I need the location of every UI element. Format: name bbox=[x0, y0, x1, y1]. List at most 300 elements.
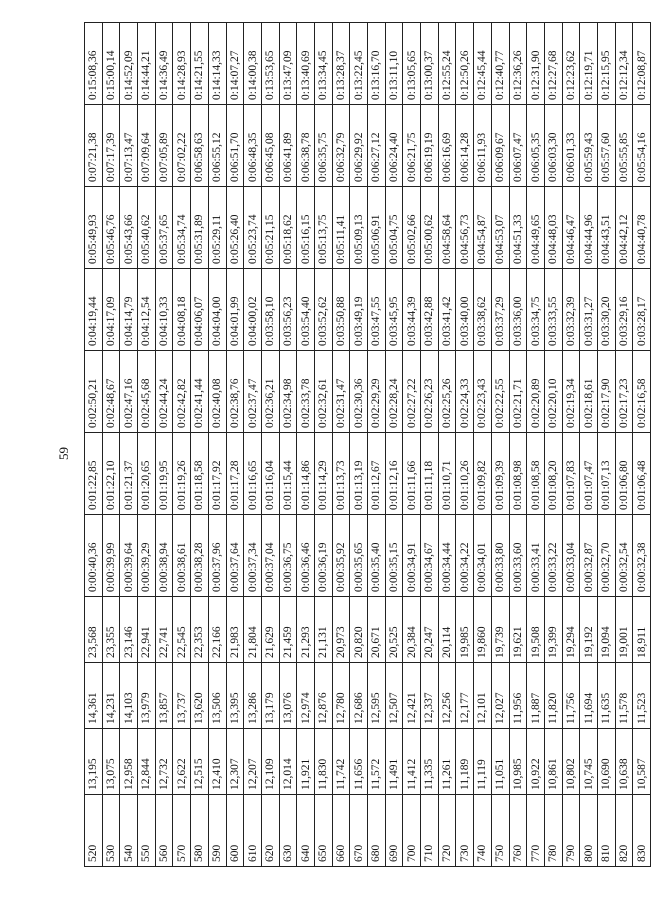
table-cell: 10,922 bbox=[527, 729, 545, 795]
table-row bbox=[438, 23, 456, 867]
table-cell: 10,638 bbox=[615, 729, 633, 795]
table-cell: 0:03:34,75 bbox=[527, 269, 545, 351]
row-key-cell: 730 bbox=[456, 795, 474, 867]
table-cell: 0:06:14,28 bbox=[456, 105, 474, 187]
table-cell: 0:06:24,40 bbox=[385, 105, 403, 187]
table-cell: 12,177 bbox=[456, 663, 474, 729]
table-cell: 20,973 bbox=[332, 597, 350, 663]
table-cell: 0:00:35,15 bbox=[385, 515, 403, 597]
table-cell: 0:14:00,38 bbox=[244, 23, 262, 105]
table-row bbox=[173, 23, 191, 867]
table-cell: 22,941 bbox=[138, 597, 156, 663]
table-cell: 0:02:48,67 bbox=[102, 351, 120, 433]
table-row bbox=[544, 23, 562, 867]
table-cell: 19,192 bbox=[580, 597, 598, 663]
table-cell: 0:04:40,78 bbox=[633, 187, 651, 269]
row-key-cell: 680 bbox=[368, 795, 386, 867]
data-table bbox=[84, 22, 651, 867]
table-cell: 19,985 bbox=[456, 597, 474, 663]
table-cell: 0:06:19,19 bbox=[421, 105, 439, 187]
table-cell: 13,620 bbox=[191, 663, 209, 729]
table-cell: 0:07:13,47 bbox=[120, 105, 138, 187]
table-cell: 0:13:00,37 bbox=[421, 23, 439, 105]
table-body bbox=[85, 23, 651, 867]
table-row bbox=[138, 23, 156, 867]
table-cell: 10,745 bbox=[580, 729, 598, 795]
table-cell: 0:00:32,87 bbox=[580, 515, 598, 597]
row-key-cell: 800 bbox=[580, 795, 598, 867]
table-cell: 0:02:40,08 bbox=[208, 351, 226, 433]
table-cell: 0:01:09,39 bbox=[491, 433, 509, 515]
table-cell: 11,189 bbox=[456, 729, 474, 795]
table-cell: 0:01:08,20 bbox=[544, 433, 562, 515]
table-cell: 0:06:55,12 bbox=[208, 105, 226, 187]
table-cell: 0:01:07,13 bbox=[597, 433, 615, 515]
table-cell: 22,166 bbox=[208, 597, 226, 663]
table-cell: 0:12:19,71 bbox=[580, 23, 598, 105]
table-cell: 0:06:03,30 bbox=[544, 105, 562, 187]
table-cell: 12,622 bbox=[173, 729, 191, 795]
table-row bbox=[597, 23, 615, 867]
table-cell: 0:05:34,74 bbox=[173, 187, 191, 269]
table-cell: 0:01:16,65 bbox=[244, 433, 262, 515]
table-cell: 22,545 bbox=[173, 597, 191, 663]
table-cell: 0:12:08,87 bbox=[633, 23, 651, 105]
row-key-cell: 690 bbox=[385, 795, 403, 867]
table-cell: 0:00:37,96 bbox=[208, 515, 226, 597]
table-cell: 0:12:55,24 bbox=[438, 23, 456, 105]
table-cell: 11,412 bbox=[403, 729, 421, 795]
table-cell: 0:01:14,29 bbox=[314, 433, 332, 515]
table-cell: 0:07:21,38 bbox=[85, 105, 103, 187]
table-cell: 19,001 bbox=[615, 597, 633, 663]
table-cell: 12,307 bbox=[226, 729, 244, 795]
table-cell: 21,459 bbox=[279, 597, 297, 663]
table-cell: 0:12:31,90 bbox=[527, 23, 545, 105]
table-cell: 0:05:29,11 bbox=[208, 187, 226, 269]
table-cell: 11,921 bbox=[297, 729, 315, 795]
table-cell: 12,109 bbox=[261, 729, 279, 795]
table-cell: 0:01:13,73 bbox=[332, 433, 350, 515]
table-cell: 0:00:35,40 bbox=[368, 515, 386, 597]
table-row bbox=[314, 23, 332, 867]
table-cell: 0:00:32,38 bbox=[633, 515, 651, 597]
table-cell: 10,861 bbox=[544, 729, 562, 795]
table-cell: 23,355 bbox=[102, 597, 120, 663]
row-key-cell: 520 bbox=[85, 795, 103, 867]
table-cell: 0:02:29,29 bbox=[368, 351, 386, 433]
row-key-cell: 620 bbox=[261, 795, 279, 867]
row-key-cell: 710 bbox=[421, 795, 439, 867]
table-cell: 0:02:26,23 bbox=[421, 351, 439, 433]
table-cell: 0:13:22,45 bbox=[350, 23, 368, 105]
table-cell: 0:04:17,09 bbox=[102, 269, 120, 351]
row-key-cell: 610 bbox=[244, 795, 262, 867]
table-cell: 0:04:19,44 bbox=[85, 269, 103, 351]
table-cell: 0:02:21,71 bbox=[509, 351, 527, 433]
row-key-cell: 550 bbox=[138, 795, 156, 867]
table-row bbox=[509, 23, 527, 867]
table-cell: 0:14:44,21 bbox=[138, 23, 156, 105]
table-cell: 0:05:59,43 bbox=[580, 105, 598, 187]
table-cell: 0:06:27,12 bbox=[368, 105, 386, 187]
table-cell: 0:02:16,58 bbox=[633, 351, 651, 433]
table-row bbox=[368, 23, 386, 867]
table-cell: 0:01:10,71 bbox=[438, 433, 456, 515]
table-cell: 20,525 bbox=[385, 597, 403, 663]
table-row bbox=[208, 23, 226, 867]
table-row bbox=[155, 23, 173, 867]
table-cell: 0:01:19,26 bbox=[173, 433, 191, 515]
table-cell: 0:01:17,28 bbox=[226, 433, 244, 515]
table-cell: 0:05:57,60 bbox=[597, 105, 615, 187]
table-cell: 19,860 bbox=[474, 597, 492, 663]
table-cell: 0:00:35,92 bbox=[332, 515, 350, 597]
table-cell: 0:04:00,02 bbox=[244, 269, 262, 351]
table-cell: 0:03:42,88 bbox=[421, 269, 439, 351]
table-cell: 0:01:19,95 bbox=[155, 433, 173, 515]
row-key-cell: 570 bbox=[173, 795, 191, 867]
table-row bbox=[85, 23, 103, 867]
table-cell: 0:03:45,95 bbox=[385, 269, 403, 351]
table-cell: 0:04:43,51 bbox=[597, 187, 615, 269]
table-cell: 0:00:35,65 bbox=[350, 515, 368, 597]
table-cell: 0:06:35,75 bbox=[314, 105, 332, 187]
table-cell: 22,741 bbox=[155, 597, 173, 663]
table-cell: 0:02:36,21 bbox=[261, 351, 279, 433]
table-cell: 0:01:06,80 bbox=[615, 433, 633, 515]
table-cell: 0:06:58,63 bbox=[191, 105, 209, 187]
table-cell: 12,101 bbox=[474, 663, 492, 729]
table-cell: 0:00:37,04 bbox=[261, 515, 279, 597]
table-cell: 11,820 bbox=[544, 663, 562, 729]
table-cell: 22,353 bbox=[191, 597, 209, 663]
row-key-cell: 670 bbox=[350, 795, 368, 867]
table-cell: 12,256 bbox=[438, 663, 456, 729]
table-cell: 0:00:36,75 bbox=[279, 515, 297, 597]
table-cell: 0:01:07,47 bbox=[580, 433, 598, 515]
table-cell: 0:03:56,23 bbox=[279, 269, 297, 351]
table-cell: 0:00:33,60 bbox=[509, 515, 527, 597]
table-cell: 0:05:43,66 bbox=[120, 187, 138, 269]
table-cell: 11,335 bbox=[421, 729, 439, 795]
table-cell: 13,076 bbox=[279, 663, 297, 729]
table-cell: 0:06:16,69 bbox=[438, 105, 456, 187]
row-key-cell: 580 bbox=[191, 795, 209, 867]
table-cell: 20,820 bbox=[350, 597, 368, 663]
table-cell: 0:01:17,92 bbox=[208, 433, 226, 515]
table-cell: 12,207 bbox=[244, 729, 262, 795]
table-row bbox=[385, 23, 403, 867]
table-cell: 14,361 bbox=[85, 663, 103, 729]
table-cell: 13,286 bbox=[244, 663, 262, 729]
table-cell: 0:12:15,95 bbox=[597, 23, 615, 105]
table-cell: 0:14:28,93 bbox=[173, 23, 191, 105]
table-cell: 0:01:21,37 bbox=[120, 433, 138, 515]
table-cell: 0:02:22,55 bbox=[491, 351, 509, 433]
table-cell: 0:01:22,10 bbox=[102, 433, 120, 515]
table-cell: 0:03:28,17 bbox=[633, 269, 651, 351]
row-key-cell: 540 bbox=[120, 795, 138, 867]
table-cell: 0:14:21,55 bbox=[191, 23, 209, 105]
table-cell: 0:05:46,76 bbox=[102, 187, 120, 269]
table-cell: 0:03:38,62 bbox=[474, 269, 492, 351]
table-cell: 0:02:30,36 bbox=[350, 351, 368, 433]
row-key-cell: 780 bbox=[544, 795, 562, 867]
table-cell: 12,732 bbox=[155, 729, 173, 795]
table-cell: 0:03:50,88 bbox=[332, 269, 350, 351]
table-cell: 12,780 bbox=[332, 663, 350, 729]
table-cell: 0:02:37,47 bbox=[244, 351, 262, 433]
table-cell: 0:02:38,76 bbox=[226, 351, 244, 433]
table-cell: 21,293 bbox=[297, 597, 315, 663]
row-key-cell: 590 bbox=[208, 795, 226, 867]
table-cell: 11,656 bbox=[350, 729, 368, 795]
page-number: 59 bbox=[56, 447, 71, 460]
table-cell: 0:01:14,86 bbox=[297, 433, 315, 515]
table-cell: 14,231 bbox=[102, 663, 120, 729]
table-cell: 0:03:30,20 bbox=[597, 269, 615, 351]
table-cell: 0:00:33,80 bbox=[491, 515, 509, 597]
table-cell: 10,802 bbox=[562, 729, 580, 795]
table-cell: 0:04:42,12 bbox=[615, 187, 633, 269]
table-cell: 0:00:34,67 bbox=[421, 515, 439, 597]
table-cell: 0:00:37,64 bbox=[226, 515, 244, 597]
table-cell: 0:05:21,15 bbox=[261, 187, 279, 269]
table-cell: 12,595 bbox=[368, 663, 386, 729]
table-cell: 0:04:06,07 bbox=[191, 269, 209, 351]
table-cell: 10,985 bbox=[509, 729, 527, 795]
table-cell: 0:12:45,44 bbox=[474, 23, 492, 105]
table-cell: 0:01:13,19 bbox=[350, 433, 368, 515]
table-row bbox=[474, 23, 492, 867]
table-cell: 19,621 bbox=[509, 597, 527, 663]
table-cell: 13,857 bbox=[155, 663, 173, 729]
table-cell: 12,958 bbox=[120, 729, 138, 795]
table-cell: 0:06:21,75 bbox=[403, 105, 421, 187]
table-cell: 0:01:07,83 bbox=[562, 433, 580, 515]
table-cell: 20,671 bbox=[368, 597, 386, 663]
table-cell: 0:02:28,24 bbox=[385, 351, 403, 433]
table-row bbox=[102, 23, 120, 867]
table-cell: 0:13:28,37 bbox=[332, 23, 350, 105]
table-cell: 0:00:36,19 bbox=[314, 515, 332, 597]
table-cell: 0:05:23,74 bbox=[244, 187, 262, 269]
table-cell: 0:05:02,66 bbox=[403, 187, 421, 269]
table-cell: 11,578 bbox=[615, 663, 633, 729]
table-cell: 0:01:18,58 bbox=[191, 433, 209, 515]
table-cell: 11,694 bbox=[580, 663, 598, 729]
table-cell: 23,146 bbox=[120, 597, 138, 663]
row-key-cell: 790 bbox=[562, 795, 580, 867]
table-cell: 11,051 bbox=[491, 729, 509, 795]
table-cell: 0:04:12,54 bbox=[138, 269, 156, 351]
table-cell: 0:02:19,34 bbox=[562, 351, 580, 433]
table-cell: 0:06:32,79 bbox=[332, 105, 350, 187]
table-cell: 0:05:26,40 bbox=[226, 187, 244, 269]
table-cell: 0:00:34,01 bbox=[474, 515, 492, 597]
table-cell: 0:02:47,16 bbox=[120, 351, 138, 433]
table-row bbox=[261, 23, 279, 867]
table-cell: 0:06:45,08 bbox=[261, 105, 279, 187]
table-cell: 0:14:07,27 bbox=[226, 23, 244, 105]
table-cell: 13,979 bbox=[138, 663, 156, 729]
table-cell: 0:00:40,36 bbox=[85, 515, 103, 597]
table-cell: 0:06:05,35 bbox=[527, 105, 545, 187]
table-cell: 13,195 bbox=[85, 729, 103, 795]
table-cell: 0:02:31,47 bbox=[332, 351, 350, 433]
table-row bbox=[403, 23, 421, 867]
table-cell: 0:00:33,04 bbox=[562, 515, 580, 597]
table-cell: 0:01:11,18 bbox=[421, 433, 439, 515]
table-cell: 13,395 bbox=[226, 663, 244, 729]
table-cell: 0:02:24,33 bbox=[456, 351, 474, 433]
table-cell: 0:05:31,89 bbox=[191, 187, 209, 269]
table-cell: 0:00:32,54 bbox=[615, 515, 633, 597]
table-cell: 11,756 bbox=[562, 663, 580, 729]
table-cell: 0:06:09,67 bbox=[491, 105, 509, 187]
table-cell: 0:12:23,62 bbox=[562, 23, 580, 105]
row-key-cell: 760 bbox=[509, 795, 527, 867]
table-cell: 0:03:40,00 bbox=[456, 269, 474, 351]
table-cell: 13,075 bbox=[102, 729, 120, 795]
table-cell: 19,294 bbox=[562, 597, 580, 663]
table-row bbox=[120, 23, 138, 867]
table-cell: 0:05:16,15 bbox=[297, 187, 315, 269]
row-key-cell: 530 bbox=[102, 795, 120, 867]
table-cell: 0:01:12,67 bbox=[368, 433, 386, 515]
table-cell: 12,410 bbox=[208, 729, 226, 795]
table-cell: 0:04:49,65 bbox=[527, 187, 545, 269]
table-cell: 13,506 bbox=[208, 663, 226, 729]
table-cell: 12,337 bbox=[421, 663, 439, 729]
table-cell: 0:02:23,43 bbox=[474, 351, 492, 433]
table-cell: 0:04:04,00 bbox=[208, 269, 226, 351]
table-row bbox=[562, 23, 580, 867]
table-row bbox=[633, 23, 651, 867]
table-cell: 0:06:51,70 bbox=[226, 105, 244, 187]
table-cell: 12,014 bbox=[279, 729, 297, 795]
table-cell: 0:02:18,61 bbox=[580, 351, 598, 433]
table-cell: 0:02:25,26 bbox=[438, 351, 456, 433]
table-cell: 0:03:37,29 bbox=[491, 269, 509, 351]
table-cell: 0:00:39,64 bbox=[120, 515, 138, 597]
row-key-cell: 830 bbox=[633, 795, 651, 867]
table-cell: 0:04:44,96 bbox=[580, 187, 598, 269]
table-cell: 0:06:48,35 bbox=[244, 105, 262, 187]
table-cell: 0:03:49,19 bbox=[350, 269, 368, 351]
table-cell: 0:01:06,48 bbox=[633, 433, 651, 515]
table-cell: 0:02:34,98 bbox=[279, 351, 297, 433]
row-key-cell: 820 bbox=[615, 795, 633, 867]
table-cell: 0:12:50,26 bbox=[456, 23, 474, 105]
table-cell: 0:04:53,07 bbox=[491, 187, 509, 269]
table-cell: 0:01:09,82 bbox=[474, 433, 492, 515]
table-cell: 0:12:36,26 bbox=[509, 23, 527, 105]
table-cell: 0:00:37,34 bbox=[244, 515, 262, 597]
row-key-cell: 770 bbox=[527, 795, 545, 867]
table-cell: 0:06:41,89 bbox=[279, 105, 297, 187]
table-cell: 0:00:34,22 bbox=[456, 515, 474, 597]
row-key-cell: 630 bbox=[279, 795, 297, 867]
table-cell: 10,690 bbox=[597, 729, 615, 795]
table-cell: 0:02:27,22 bbox=[403, 351, 421, 433]
row-key-cell: 600 bbox=[226, 795, 244, 867]
table-cell: 0:07:17,39 bbox=[102, 105, 120, 187]
table-cell: 0:00:33,41 bbox=[527, 515, 545, 597]
row-key-cell: 810 bbox=[597, 795, 615, 867]
row-key-cell: 750 bbox=[491, 795, 509, 867]
table-cell: 11,523 bbox=[633, 663, 651, 729]
table-cell: 12,844 bbox=[138, 729, 156, 795]
table-cell: 0:03:41,42 bbox=[438, 269, 456, 351]
table-cell: 13,737 bbox=[173, 663, 191, 729]
table-cell: 11,635 bbox=[597, 663, 615, 729]
table-cell: 0:05:54,16 bbox=[633, 105, 651, 187]
table-cell: 0:06:01,33 bbox=[562, 105, 580, 187]
table-cell: 0:12:12,34 bbox=[615, 23, 633, 105]
row-key-cell: 700 bbox=[403, 795, 421, 867]
table-cell: 20,247 bbox=[421, 597, 439, 663]
table-cell: 0:13:34,45 bbox=[314, 23, 332, 105]
table-cell: 20,384 bbox=[403, 597, 421, 663]
table-cell: 0:14:14,33 bbox=[208, 23, 226, 105]
table-cell: 0:03:44,39 bbox=[403, 269, 421, 351]
table-cell: 0:06:11,93 bbox=[474, 105, 492, 187]
table-cell: 0:02:17,90 bbox=[597, 351, 615, 433]
table-cell: 0:01:12,16 bbox=[385, 433, 403, 515]
table-cell: 12,515 bbox=[191, 729, 209, 795]
table-cell: 0:13:16,70 bbox=[368, 23, 386, 105]
table-row bbox=[297, 23, 315, 867]
table-cell: 0:00:39,29 bbox=[138, 515, 156, 597]
table-cell: 0:00:34,44 bbox=[438, 515, 456, 597]
table-cell: 0:03:58,10 bbox=[261, 269, 279, 351]
table-cell: 0:02:42,82 bbox=[173, 351, 191, 433]
table-cell: 0:15:08,36 bbox=[85, 23, 103, 105]
table-cell: 21,131 bbox=[314, 597, 332, 663]
table-cell: 12,876 bbox=[314, 663, 332, 729]
table-cell: 10,587 bbox=[633, 729, 651, 795]
table-cell: 0:03:32,39 bbox=[562, 269, 580, 351]
table-row bbox=[491, 23, 509, 867]
table-cell: 0:05:13,75 bbox=[314, 187, 332, 269]
table-cell: 0:02:17,23 bbox=[615, 351, 633, 433]
table-cell: 0:00:38,28 bbox=[191, 515, 209, 597]
table-cell: 0:00:32,70 bbox=[597, 515, 615, 597]
table-cell: 0:05:18,62 bbox=[279, 187, 297, 269]
table-cell: 0:13:40,69 bbox=[297, 23, 315, 105]
table-cell: 0:13:47,09 bbox=[279, 23, 297, 105]
table-cell: 0:05:37,65 bbox=[155, 187, 173, 269]
table-cell: 0:01:20,65 bbox=[138, 433, 156, 515]
table-cell: 11,491 bbox=[385, 729, 403, 795]
table-row bbox=[456, 23, 474, 867]
table-cell: 0:05:09,13 bbox=[350, 187, 368, 269]
table-cell: 0:02:41,44 bbox=[191, 351, 209, 433]
table-cell: 0:02:50,21 bbox=[85, 351, 103, 433]
table-cell: 0:13:53,65 bbox=[261, 23, 279, 105]
table-cell: 19,094 bbox=[597, 597, 615, 663]
table-cell: 11,119 bbox=[474, 729, 492, 795]
table-cell: 12,974 bbox=[297, 663, 315, 729]
table-cell: 0:04:54,87 bbox=[474, 187, 492, 269]
table-cell: 18,911 bbox=[633, 597, 651, 663]
table-cell: 19,399 bbox=[544, 597, 562, 663]
table-cell: 0:00:33,22 bbox=[544, 515, 562, 597]
row-key-cell: 660 bbox=[332, 795, 350, 867]
table-cell: 0:02:20,89 bbox=[527, 351, 545, 433]
